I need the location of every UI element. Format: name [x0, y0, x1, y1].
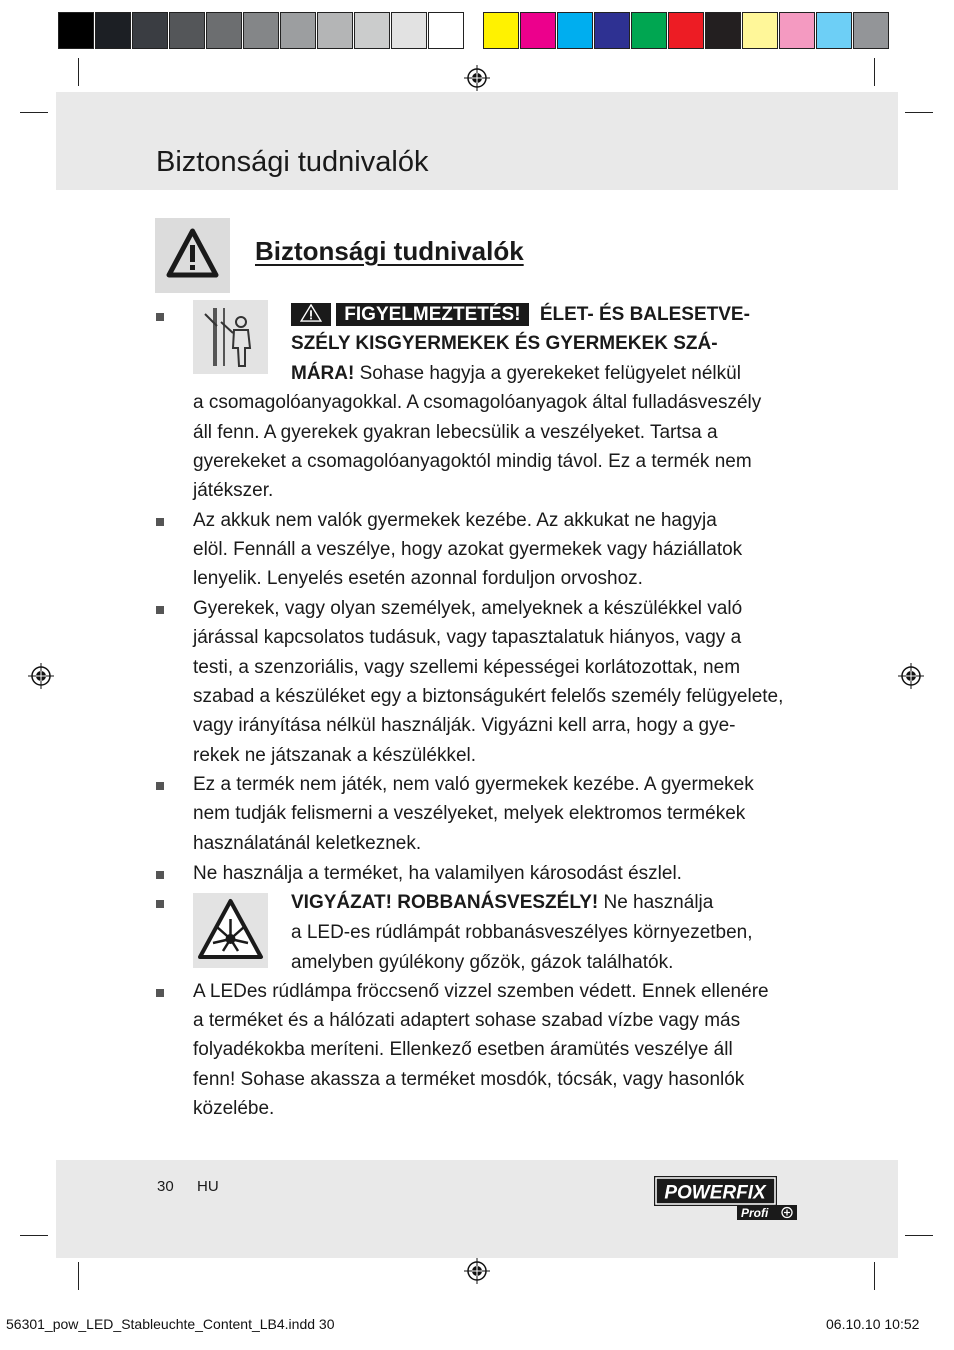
bullet: [156, 606, 164, 614]
text-line: a LED-es rúdlámpát robbanásveszélyes környezetben,: [291, 922, 753, 943]
text-line: szabad a készüléket egy a biztonságukért felelős személy felügyelete,: [193, 686, 784, 707]
text-line: [291, 364, 741, 383]
warning-label-text: FIGYELMEZTETÉS!: [336, 303, 528, 326]
process-color-bar: [483, 12, 890, 49]
text-line: fenn! Sohase akassza a terméket mosdók, tócsák, vagy hasonlók: [193, 1069, 745, 1090]
color-swatch: [317, 12, 353, 49]
text-line: Gyerekek, vagy olyan személyek, amelyeknek a készülékkel való: [193, 598, 743, 619]
text-line: Az akkuk nem valók gyermekek kezébe. Az akkukat ne hagyja: [193, 510, 717, 531]
crop-mark: [20, 112, 48, 113]
crop-mark: [905, 112, 933, 113]
text-line: Ne használja a terméket, ha valamilyen károsodást észlel.: [193, 863, 682, 884]
bullet: [156, 518, 164, 526]
registration-mark-icon: [28, 663, 54, 689]
color-swatch: [354, 12, 390, 49]
text-line: használatánál keletkeznek.: [193, 833, 422, 854]
crop-mark: [78, 1262, 79, 1290]
text-line: vagy irányítása nélkül használják. Vigyázni kell arra, hogy a gye-: [193, 715, 736, 736]
body-text: Sohase hagyja a gyerekeket felügyelet nélkül: [354, 363, 741, 384]
text-line: [291, 893, 713, 912]
text-line: gyerekeket a csomagolóanyagoktól mindig távol. Ez a termék nem: [193, 451, 752, 472]
color-swatch: [631, 12, 667, 49]
text-line: áll fenn. A gyerekek gyakran lebecsülik a veszélyeket. Tartsa a: [193, 422, 718, 443]
color-swatch: [779, 12, 815, 49]
section-title: Biztonsági tudnivalók: [255, 236, 524, 266]
text-line: Ez a termék nem játék, nem való gyermekek kezébe. A gyermekek: [193, 774, 754, 795]
text-line: elöl. Fennáll a veszélye, hogy azokat gyermekek vagy háziállatok: [193, 539, 743, 560]
color-swatch: [132, 12, 168, 49]
warning-triangle-icon: [299, 304, 323, 322]
color-swatch: [705, 12, 741, 49]
color-swatch: [668, 12, 704, 49]
color-swatch: [280, 12, 316, 49]
language-code: HU: [197, 1178, 219, 1195]
color-swatch: [206, 12, 242, 49]
color-swatch: [95, 12, 131, 49]
text-line: A LEDes rúdlámpa fröccsenő vizzel szemben védett. Ennek ellenére: [193, 981, 769, 1002]
section-warning-icon: [155, 218, 230, 293]
crop-mark: [78, 58, 79, 86]
crop-mark: [905, 1235, 933, 1236]
bullet: [156, 782, 164, 790]
child-safety-icon: [193, 300, 268, 374]
registration-mark-icon: [464, 65, 490, 91]
text-line: SZÉLY KISGYERMEKEK ÉS GYERMEKEK SZÁ-: [291, 333, 718, 354]
bullet: [156, 313, 164, 321]
crop-mark: [874, 1262, 875, 1290]
explosion-hazard-icon: [193, 893, 268, 968]
page-number: 30: [157, 1178, 174, 1195]
color-swatch: [428, 12, 464, 49]
color-swatch: [243, 12, 279, 49]
slug-filename: 56301_pow_LED_Stableuchte_Content_LB4.indd 30: [6, 1316, 335, 1332]
text-line: közelébe.: [193, 1098, 275, 1119]
text-line: testi, a szenzoriális, vagy szellemi képességei korlátozottak, nem: [193, 657, 741, 678]
text-line: járással kapcsolatos tudásuk, vagy tapasztalatuk hiányos, vagy a: [193, 627, 742, 648]
color-swatch: [169, 12, 205, 49]
warning-label: [291, 303, 331, 326]
slug-date: 06.10.10 10:52: [826, 1316, 920, 1332]
text-line: nem tudják felismerni a veszélyeket, melyek elektromos termékek: [193, 803, 746, 824]
body-text: Ne használja: [598, 892, 714, 913]
text-line: [291, 304, 750, 324]
bold-text: ÉLET- ÉS BALESETVE-: [539, 304, 750, 325]
text-line: folyadékokba meríteni. Ellenkező esetben áramütés veszélye áll: [193, 1039, 733, 1060]
color-swatch: [520, 12, 556, 49]
bold-text: MÁRA!: [291, 363, 355, 384]
color-swatch: [483, 12, 519, 49]
color-swatch: [853, 12, 889, 49]
bullet: [156, 871, 164, 879]
color-swatch: [742, 12, 778, 49]
crop-mark: [874, 58, 875, 86]
color-swatch: [557, 12, 593, 49]
text-line: a terméket és a hálózati adaptert sohase szabad vízbe vagy más: [193, 1010, 741, 1031]
text-line: a csomagolóanyagokkal. A csomagolóanyagok által fulladásveszély: [193, 392, 762, 413]
color-swatch: [58, 12, 94, 49]
page-title: Biztonsági tudnivalók: [156, 146, 429, 178]
text-line: játékszer.: [193, 480, 274, 501]
registration-mark-icon: [898, 663, 924, 689]
bold-text: VIGYÁZAT! ROBBANÁSVESZÉLY!: [291, 892, 599, 913]
gray-color-bar: [58, 12, 465, 49]
registration-mark-icon: [464, 1258, 490, 1284]
color-swatch: [816, 12, 852, 49]
powerfix-logo: [653, 1175, 798, 1221]
bullet: [156, 989, 164, 997]
text-line: lenyelik. Lenyelés esetén azonnal forduljon orvoshoz.: [193, 568, 643, 589]
color-swatch: [391, 12, 427, 49]
brand-sub-text: Profi: [741, 1206, 769, 1220]
brand-text: POWERFIX: [664, 1182, 766, 1204]
color-swatch: [594, 12, 630, 49]
bullet: [156, 900, 164, 908]
text-line: rekek ne játszanak a készülékkel.: [193, 745, 477, 766]
crop-mark: [20, 1235, 48, 1236]
text-line: amelyben gyúlékony gőzök, gázok találhatók.: [291, 952, 674, 973]
